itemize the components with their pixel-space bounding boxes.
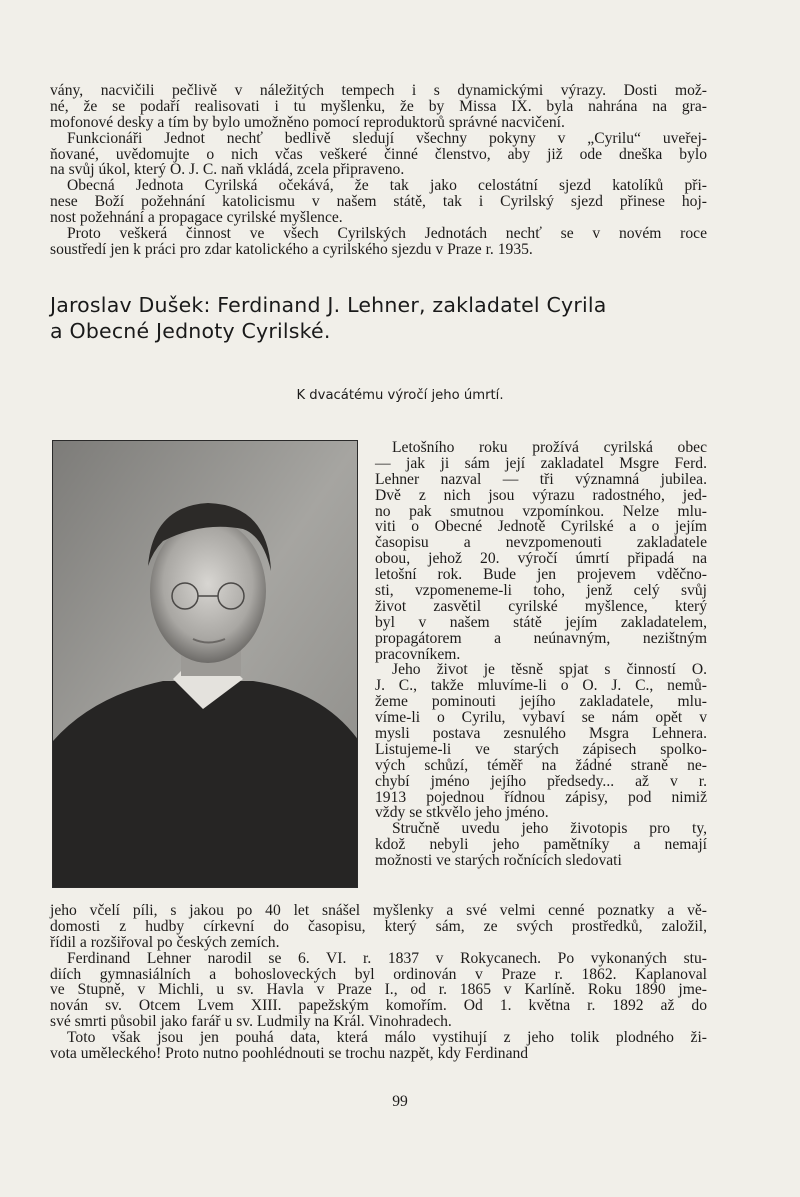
text-line: mofonové desky a tím by bylo umožněno pomocí reproduktorů správné nacvičení. [50, 113, 565, 131]
paragraph [50, 1030, 707, 1062]
article-title-line: Jaroslav Dušek: Ferdinand J. Lehner, zakladatel Cyrila [50, 293, 607, 317]
bottom-text-block [50, 903, 707, 1062]
text-line: Stručně uvedu jeho životopis pro ty, [392, 820, 707, 838]
text-line: viti o Obecné Jednotě Cyrilské a o jejím [375, 518, 707, 536]
article-title-line: a Obecné Jednoty Cyrilské. [50, 319, 331, 343]
text-line: nován sv. Otcem Lvem XIII. papežským komořím. Od 1. května r. 1892 až do [50, 997, 707, 1015]
text-line: Toto však jsou jen pouhá data, která málo vystihují z jeho tolik plodného ži- [67, 1029, 707, 1047]
text-line: nese Boží požehnání katolicismu v našem státě, tak i Cyrilský sjezd přinese hoj- [50, 193, 707, 211]
article-subtitle: K dvacátému výročí jeho úmrtí. [296, 388, 504, 403]
paragraph [375, 440, 707, 662]
text-line: Letošního roku prožívá cyrilská obec [392, 439, 707, 456]
text-line: soustředí jen k práci pro zdar katolického a cyrilského sjezdu v Praze r. 1935. [50, 240, 533, 258]
text-line: propagátorem a neúnavným, nezištným [375, 629, 707, 647]
text-line: letošní rok. Bude jen projevem vděčno- [375, 566, 707, 584]
paragraph [50, 903, 707, 951]
text-line: obou, jehož 20. výročí úmrtí připadá na [375, 550, 707, 568]
text-line: kdož nebyli jeho pamětníky a nemají [375, 836, 707, 854]
text-line: ve Stupně, v Michli, u sv. Havla v Praze I., od r. 1865 v Karlíně. Roku 1890 jme- [50, 981, 707, 999]
article-title [50, 292, 710, 344]
top-text-block [50, 83, 707, 258]
text-line: byl v našem státě jejím zakladatelem, [375, 613, 707, 631]
text-line: víme-li o Cyrilu, vybaví se nám opět v [375, 709, 707, 727]
text-line: domosti z hudby církevní do časopisu, který sám, ze svých prostředků, založil, [50, 917, 707, 935]
text-line: vždy se stkvělo jeho jméno. [375, 804, 549, 822]
paragraph [50, 131, 707, 179]
text-line: Listujeme-li ve starých zápisech spolko- [375, 740, 707, 758]
text-line: řídil a rozšiřoval po českých zemích. [50, 933, 280, 951]
text-line: no pak smutnou vzpomínkou. Nelze mlu- [375, 502, 707, 520]
text-line: chybí jméno jejího předsedy... až v r. [375, 772, 707, 790]
text-line: né, že se podaří realisovati i tu myšlenku, že by Missa IX. byla nahrána na gra- [50, 97, 707, 115]
text-line: Proto veškerá činnost ve všech Cyrilských Jednotách nechť se v novém roce [67, 225, 707, 243]
text-line: diích gymnasiálních a bohosloveckých byl ordinován v Praze r. 1862. Kaplanoval [50, 965, 707, 983]
text-line: Dvě z nich jsou výrazu radostného, jed- [375, 486, 707, 504]
text-line: nost požehnání a propagace cyrilské myšlence. [50, 209, 343, 227]
text-line: vota uměleckého! Proto nutno poohlédnouti se trochu nazpět, kdy Ferdinand [50, 1045, 529, 1063]
text-line: na svůj úkol, který O. J. C. naň vkládá, zcela připraveno. [50, 161, 405, 179]
text-line: ňované, uvědomujte o nich včas veškeré činné členstvo, aby již ode dneška bylo [50, 145, 707, 163]
right-column-text [375, 440, 707, 869]
text-line: vých schůzí, téměř na žádné straně ne- [375, 756, 707, 774]
text-line: mysli postava zesnulého Msgra Lehnera. [375, 725, 707, 743]
text-line: Obecná Jednota Cyrilská očekává, že tak jako celostátní sjezd katolíků při- [67, 177, 707, 195]
text-line: časopisu a nevzpomenouti zakladatele [375, 534, 707, 552]
paragraph [50, 83, 707, 131]
text-line: žeme pominouti jejího zakladatele, mlu- [375, 693, 707, 711]
text-line: Jeho život je těsně spjat s činností O. [392, 661, 707, 679]
paragraph [50, 178, 707, 226]
text-line: své smrti působil jako farář u sv. Ludmily na Král. Vinohradech. [50, 1013, 452, 1031]
text-line: život zasvětil cyrilské myšlence, který [375, 597, 707, 615]
portrait-photo [52, 440, 358, 888]
text-line: možnosti ve starých ročnících sledovati [375, 852, 622, 870]
paragraph [50, 951, 707, 1030]
text-line: sti, vzpomeneme-li toho, jenž celý svůj [375, 582, 707, 600]
paragraph [375, 821, 707, 869]
text-line: Funkcionáři Jednot nechť bedlivě sledují všechny pokyny v „Cyrilu“ uveřej- [67, 129, 707, 147]
text-line: Lehner nazval — tři významná jubilea. [375, 470, 707, 488]
page-number: 99 [392, 1093, 408, 1110]
text-line: pracovníkem. [375, 645, 461, 663]
text-line: J. C., takže mluvíme-li o O. J. C., nemů- [375, 677, 707, 695]
text-line: — jak ji sám její zakladatel Msgre Ferd. [375, 454, 707, 472]
text-line: Ferdinand Lehner narodil se 6. VI. r. 1837 v Rokycanech. Po vykonaných stu- [67, 949, 707, 967]
paragraph [375, 662, 707, 821]
text-line: 1913 pojednou řídnou zápisy, pod nimiž [375, 788, 707, 806]
portrait-image [53, 441, 358, 888]
text-line: jeho včelí píli, s jakou po 40 let snášel myšlenky a své velmi cenné poznatky a vě- [50, 902, 707, 919]
text-line: vány, nacvičili pečlivě v náležitých tempech i s dynamickými výrazy. Dosti mož- [50, 82, 707, 99]
paragraph [50, 226, 707, 258]
